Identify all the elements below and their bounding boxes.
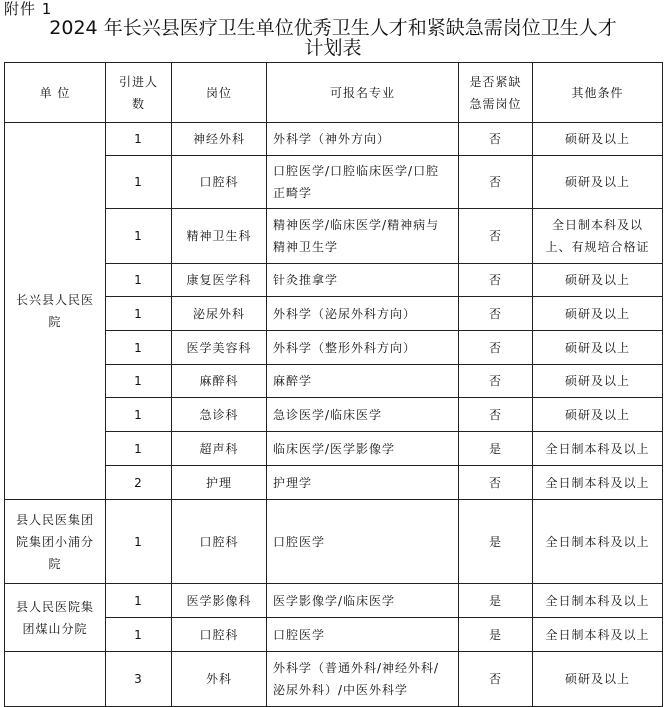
position-cell: 外科 bbox=[172, 652, 267, 707]
count-cell: 1 bbox=[106, 331, 172, 365]
major-cell: 临床医学/医学影像学 bbox=[267, 432, 459, 466]
table-row bbox=[5, 500, 663, 584]
major-cell: 外科学（整形外科方向） bbox=[267, 331, 459, 365]
major-cell: 医学影像学/临床医学 bbox=[267, 584, 459, 618]
table-header-row bbox=[5, 63, 663, 123]
position-cell: 泌尿外科 bbox=[172, 297, 267, 331]
unit-cell-empty bbox=[5, 652, 106, 707]
other-cell: 硕研及以上 bbox=[533, 297, 663, 331]
position-cell: 口腔科 bbox=[172, 618, 267, 652]
header-urgent: 是否紧缺 急需岗位 bbox=[459, 63, 533, 123]
major-cell: 外科学（泌尿外科方向） bbox=[267, 297, 459, 331]
other-cell: 全日制本科及以上 bbox=[533, 432, 663, 466]
other-cell: 硕研及以上 bbox=[533, 264, 663, 297]
table-row bbox=[5, 652, 663, 707]
count-cell: 1 bbox=[106, 398, 172, 432]
other-cell: 硕研及以上 bbox=[533, 331, 663, 365]
header-position: 岗位 bbox=[172, 63, 267, 123]
major-cell: 麻醉学 bbox=[267, 365, 459, 398]
position-cell: 康复医学科 bbox=[172, 264, 267, 297]
title-line-2: 计划表 bbox=[304, 37, 362, 59]
major-cell: 外科学（神外方向） bbox=[267, 123, 459, 156]
other-cell: 硕研及以上 bbox=[533, 123, 663, 156]
other-cell: 硕研及以上 bbox=[533, 156, 663, 209]
other-cell: 硕研及以上 bbox=[533, 365, 663, 398]
title-line-1: 2024 年长兴县医疗卫生单位优秀卫生人才和紧缺急需岗位卫生人才 bbox=[49, 17, 617, 39]
count-cell: 1 bbox=[106, 584, 172, 618]
position-cell: 医学影像科 bbox=[172, 584, 267, 618]
major-cell: 精神医学/临床医学/精神病与 精神卫生学 bbox=[267, 209, 459, 264]
count-cell: 1 bbox=[106, 500, 172, 584]
attachment-label: 附件 1 bbox=[4, 0, 53, 18]
header-other: 其他条件 bbox=[533, 63, 663, 123]
major-cell: 口腔医学 bbox=[267, 618, 459, 652]
table-row bbox=[5, 123, 663, 156]
unit-cell-changxing-hospital: 长兴县人民医 院 bbox=[5, 123, 106, 500]
major-cell: 急诊医学/临床医学 bbox=[267, 398, 459, 432]
position-cell: 急诊科 bbox=[172, 398, 267, 432]
urgent-cell: 否 bbox=[459, 123, 533, 156]
position-cell: 口腔科 bbox=[172, 500, 267, 584]
count-cell: 1 bbox=[106, 365, 172, 398]
other-cell: 全日制本科及以上 bbox=[533, 618, 663, 652]
urgent-cell: 是 bbox=[459, 432, 533, 466]
urgent-cell: 否 bbox=[459, 652, 533, 707]
urgent-cell: 是 bbox=[459, 584, 533, 618]
count-cell: 1 bbox=[106, 123, 172, 156]
urgent-cell: 否 bbox=[459, 156, 533, 209]
count-cell: 3 bbox=[106, 652, 172, 707]
major-cell: 口腔医学/口腔临床医学/口腔 正畸学 bbox=[267, 156, 459, 209]
urgent-cell: 是 bbox=[459, 500, 533, 584]
position-cell: 护理 bbox=[172, 466, 267, 500]
header-unit: 单 位 bbox=[5, 63, 106, 123]
position-cell: 口腔科 bbox=[172, 156, 267, 209]
other-cell: 硕研及以上 bbox=[533, 652, 663, 707]
other-cell: 硕研及以上 bbox=[533, 398, 663, 432]
header-major: 可报名专业 bbox=[267, 63, 459, 123]
urgent-cell: 否 bbox=[459, 398, 533, 432]
unit-cell-xiaopu-branch: 县人民医集团 院集团小浦分 院 bbox=[5, 500, 106, 584]
urgent-cell: 否 bbox=[459, 264, 533, 297]
count-cell: 1 bbox=[106, 156, 172, 209]
major-cell: 针灸推拿学 bbox=[267, 264, 459, 297]
table-row bbox=[5, 584, 663, 618]
document-title bbox=[0, 18, 666, 58]
other-cell: 全日制本科及以上 bbox=[533, 500, 663, 584]
major-cell: 护理学 bbox=[267, 466, 459, 500]
urgent-cell: 否 bbox=[459, 331, 533, 365]
other-cell: 全日制本科及以上 bbox=[533, 584, 663, 618]
position-cell: 精神卫生科 bbox=[172, 209, 267, 264]
urgent-cell: 否 bbox=[459, 466, 533, 500]
other-cell: 全日制本科及以上 bbox=[533, 466, 663, 500]
urgent-cell: 是 bbox=[459, 618, 533, 652]
unit-cell-meishan-branch: 县人民医院集 团煤山分院 bbox=[5, 584, 106, 652]
position-cell: 麻醉科 bbox=[172, 365, 267, 398]
header-count: 引进人 数 bbox=[106, 63, 172, 123]
count-cell: 2 bbox=[106, 466, 172, 500]
recruitment-plan-table bbox=[4, 62, 663, 707]
count-cell: 1 bbox=[106, 618, 172, 652]
urgent-cell: 否 bbox=[459, 209, 533, 264]
count-cell: 1 bbox=[106, 432, 172, 466]
other-cell: 全日制本科及以 上、有规培合格证 bbox=[533, 209, 663, 264]
position-cell: 神经外科 bbox=[172, 123, 267, 156]
urgent-cell: 否 bbox=[459, 297, 533, 331]
major-cell: 外科学（普通外科/神经外科/ 泌尿外科）/中医外科学 bbox=[267, 652, 459, 707]
position-cell: 超声科 bbox=[172, 432, 267, 466]
major-cell: 口腔医学 bbox=[267, 500, 459, 584]
count-cell: 1 bbox=[106, 264, 172, 297]
count-cell: 1 bbox=[106, 209, 172, 264]
position-cell: 医学美容科 bbox=[172, 331, 267, 365]
urgent-cell: 否 bbox=[459, 365, 533, 398]
count-cell: 1 bbox=[106, 297, 172, 331]
